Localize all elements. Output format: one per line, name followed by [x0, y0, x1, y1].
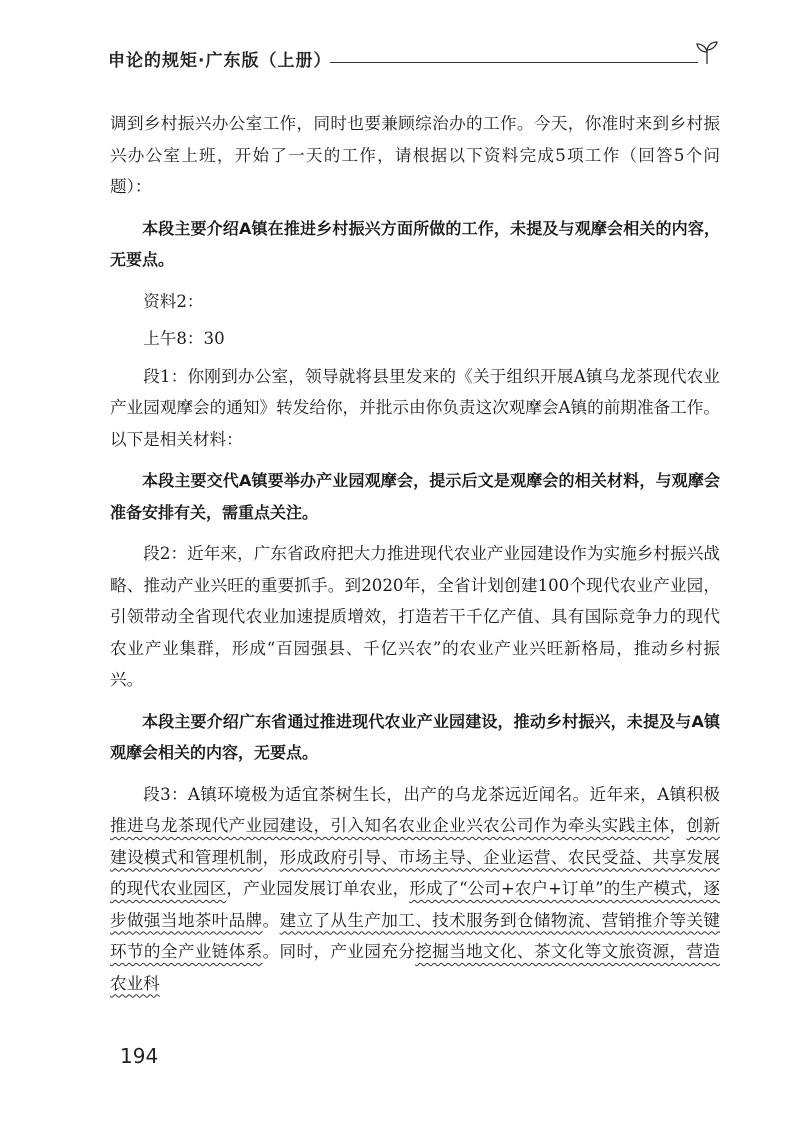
page-number: 194 — [120, 1044, 159, 1068]
text-run: 。同时，产业园充分 — [262, 942, 416, 961]
sprout-icon — [694, 40, 720, 66]
key-point-underline: 挖掘当地文化、茶文化等文旅资源，营造农业科 — [110, 942, 721, 993]
book-title: 申论的规矩·广东版（上册） — [108, 51, 332, 71]
text-run: ， — [669, 816, 687, 835]
paragraph-continued: 调到乡村振兴办公室工作，同时也要兼顾综治办的工作。今天，你准时来到乡村振兴办公室上班，开始了一天的工作，请根据以下资料完成5项工作（回答5个问题）： — [110, 114, 720, 196]
text-run: 。 — [262, 910, 280, 930]
paragraph-duan2: 段2：近年来，广东省政府把大力推进现代农业产业园建设作为实施乡村振兴战略、推动产业兴旺的重要抓手。到2020年，全省计划创建100个现代农业产业园，引领带动全省现代农业加速提质增效，打造若干千亿产值、具有国际竞争力的现代农业产业集群，形成“百园强县、千亿兴农”的农业产业兴旺新格局，推动乡村振兴。 — [110, 544, 720, 689]
page-body — [110, 108, 720, 999]
time-label: 上午8：30 — [143, 329, 225, 348]
analysis-note: 本段主要介绍广东省通过推进现代农业产业园建设，推动乡村振兴，未提及与A镇观摩会相关的内容，无要点。 — [110, 711, 720, 762]
header-rule — [330, 62, 698, 63]
analysis-note: 本段主要介绍A镇在推进乡村振兴方面所做的工作，未提及与观摩会相关的内容，无要点。 — [110, 218, 720, 269]
key-point-underline: 推进乌龙茶现代产业园建设，引入知名农业企业兴农公司作为牵头实践主体 — [110, 816, 670, 835]
running-header — [108, 40, 720, 80]
key-point-underline: 形成政府引导、市场主导、企业运营、农民受益、共享发展的现代农业园区 — [110, 847, 721, 898]
paragraph-duan1: 段1：你刚到办公室，领导就将县里发来的《关于组织开展A镇乌龙茶现代农业产业园观摩会的通知》转发给你，并批示由你负责这次观摩会A镇的前期准备工作。以下是相关材料： — [110, 366, 720, 449]
key-point-underline: 建立了从生产加工、技术服务到仓储物流、营销推介等关键环节的全产业链体系 — [110, 910, 721, 961]
paragraph-duan3 — [110, 779, 720, 1000]
key-point-underline: 形成了“公司+农户+订单”的生产模式，逐步做强当地茶叶品牌 — [110, 879, 721, 930]
material-heading: 资料2： — [143, 291, 204, 311]
key-point-underline: 创新建设模式和管理机制 — [110, 816, 721, 867]
text-run: ， — [262, 847, 280, 867]
text-run: ，产业园发展订单农业， — [226, 879, 410, 898]
analysis-note: 本段主要交代A镇要举办产业园观摩会，提示后文是观摩会的相关材料，与观摩会准备安排有关，需重点关注。 — [110, 471, 720, 522]
text-run: 段3：A镇环境极为适宜茶树生长，出产的乌龙茶远近闻名。近年来，A镇积极 — [143, 784, 720, 804]
